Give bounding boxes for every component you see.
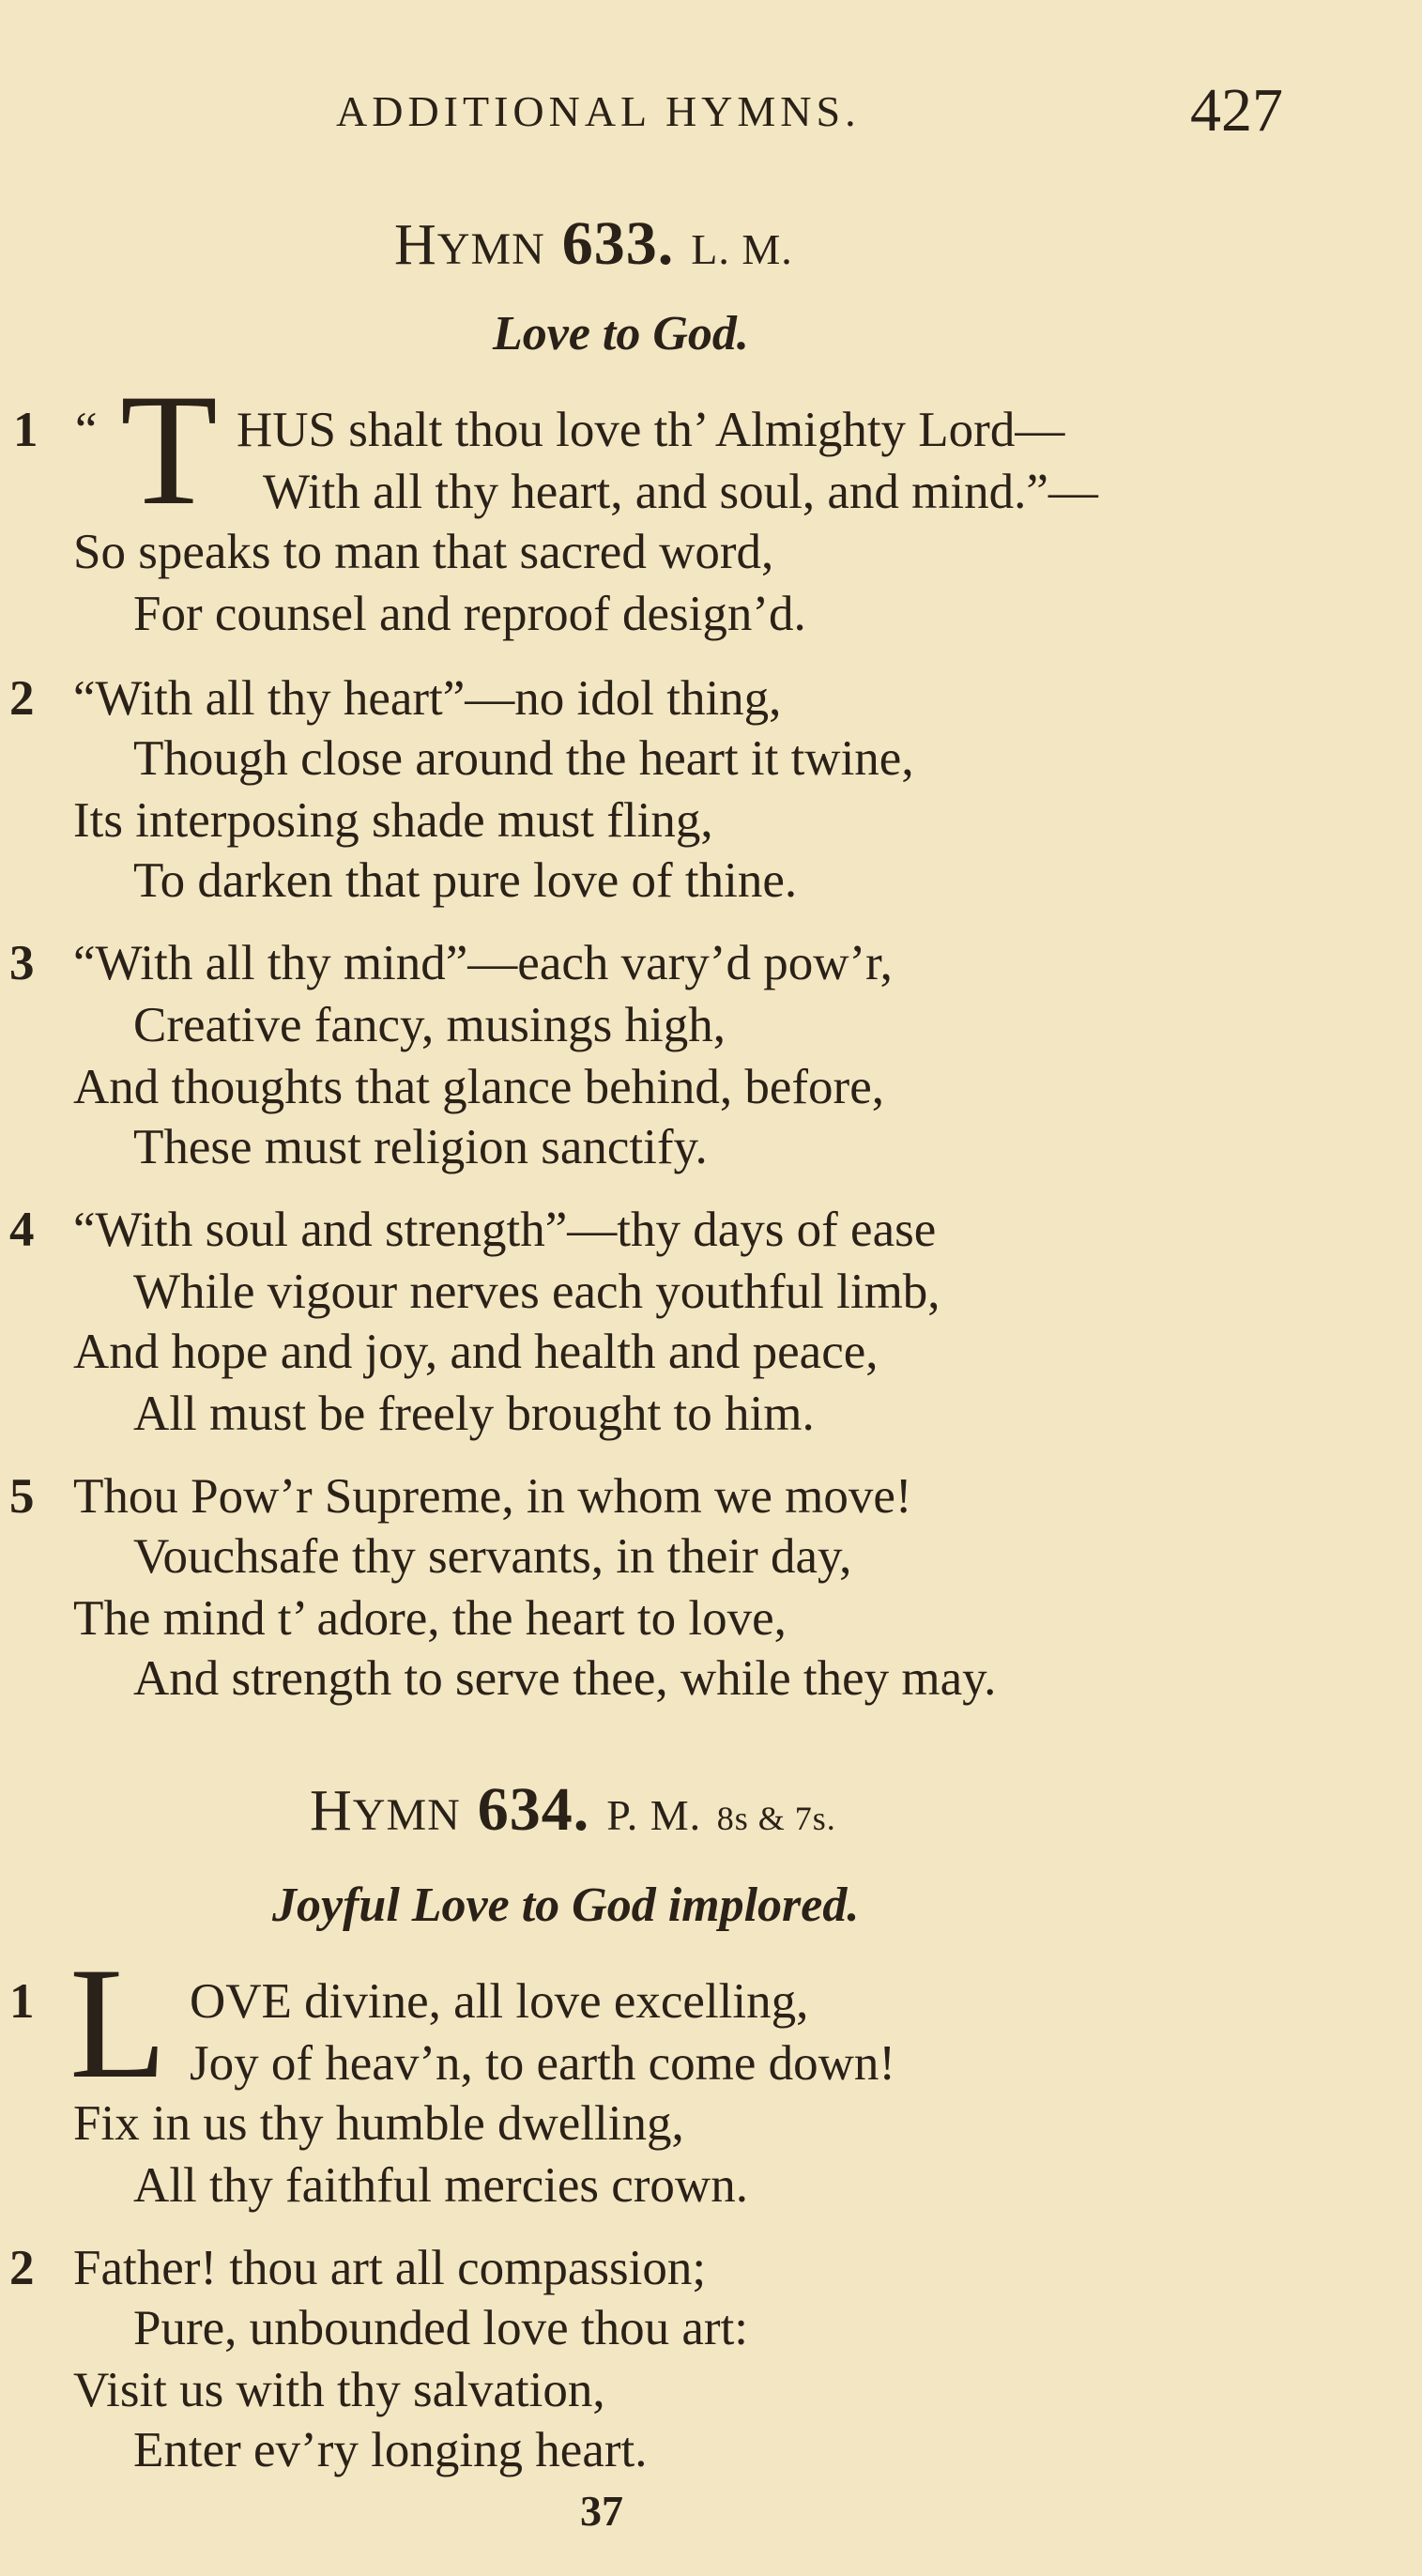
verse-line: Creative fancy, musings high,: [133, 998, 726, 1052]
verse-number: 2: [9, 2241, 35, 2295]
hymn-word-rest: YMN: [352, 1790, 461, 1840]
verse-line: “With soul and strength”—thy days of ease: [73, 1203, 937, 1257]
hymn-633-heading: [394, 208, 793, 280]
page-number: 427: [1190, 76, 1283, 145]
verse-line: To darken that pure love of thine.: [133, 853, 798, 908]
verse-line: For counsel and reproof design’d.: [133, 587, 806, 641]
verse-number: 1: [13, 403, 38, 457]
verse-line: Its interposing shade must fling,: [73, 793, 713, 848]
verse-line: These must religion sanctify.: [133, 1120, 708, 1174]
running-header: ADDITIONAL HYMNS.: [336, 87, 861, 135]
hymn-meter: P. M.: [606, 1791, 702, 1839]
verse-line: “With all thy heart”—no idol thing,: [73, 671, 782, 726]
open-quote: “: [75, 403, 98, 457]
hymn-number: 633.: [561, 209, 675, 278]
verse-line: Though close around the heart it twine,: [133, 731, 914, 786]
verse-number: 3: [9, 936, 35, 990]
hymn-word-initial: H: [394, 213, 437, 277]
verse-number: 4: [9, 1203, 35, 1257]
verse-number: 2: [9, 671, 35, 726]
verse-line: Vouchsafe thy servants, in their day,: [133, 1529, 852, 1584]
hymn-word-rest: YMN: [436, 224, 545, 274]
verse-line: Visit us with thy salvation,: [73, 2363, 605, 2417]
verse-line: So speaks to man that sacred word,: [73, 525, 774, 579]
verse-line: Thou Pow’r Supreme, in whom we move!: [73, 1469, 912, 1524]
verse-line: All thy faithful mercies crown.: [133, 2158, 748, 2213]
drop-cap: L: [69, 1935, 167, 2111]
verse-line: And thoughts that glance behind, before,: [73, 1060, 884, 1114]
verse-line: Joy of heav’n, to earth come down!: [190, 2036, 896, 2091]
verse-line: While vigour nerves each youthful limb,: [133, 1265, 940, 1319]
verse-line: OVE divine, all love excelling,: [190, 1974, 809, 2029]
verse-line: And hope and joy, and health and peace,: [73, 1325, 879, 1379]
verse-line: All must be freely brought to him.: [133, 1387, 815, 1441]
hymn-number: 634.: [477, 1775, 590, 1844]
drop-cap: T: [120, 361, 218, 538]
verse-line: HUS shalt thou love th’ Almighty Lord—: [237, 403, 1065, 457]
verse-line: Pure, unbounded love thou art:: [133, 2301, 749, 2355]
hymn-meter-detail: 8s & 7s.: [716, 1800, 836, 1837]
hymn-634-heading: [310, 1774, 836, 1846]
verse-line: The mind t’ adore, the heart to love,: [73, 1591, 787, 1646]
hymn-meter: L. M.: [691, 225, 793, 273]
verse-line: With all thy heart, and soul, and mind.”—: [263, 465, 1098, 519]
verse-line: And strength to serve thee, while they may.: [133, 1651, 997, 1706]
verse-line: Enter ev’ry longing heart.: [133, 2423, 648, 2477]
verse-line: “With all thy mind”—each vary’d pow’r,: [73, 936, 893, 990]
verse-line: Fix in us thy humble dwelling,: [73, 2096, 684, 2151]
hymn-word-initial: H: [310, 1779, 353, 1843]
verse-number: 1: [9, 1974, 35, 2029]
verse-line: Father! thou art all compassion;: [73, 2241, 707, 2295]
verse-number: 5: [9, 1469, 35, 1524]
hymn-634-subtitle: Joyful Love to God implored.: [272, 1878, 860, 1932]
signature-mark: 37: [580, 2487, 623, 2535]
hymn-633-subtitle: Love to God.: [493, 307, 749, 360]
